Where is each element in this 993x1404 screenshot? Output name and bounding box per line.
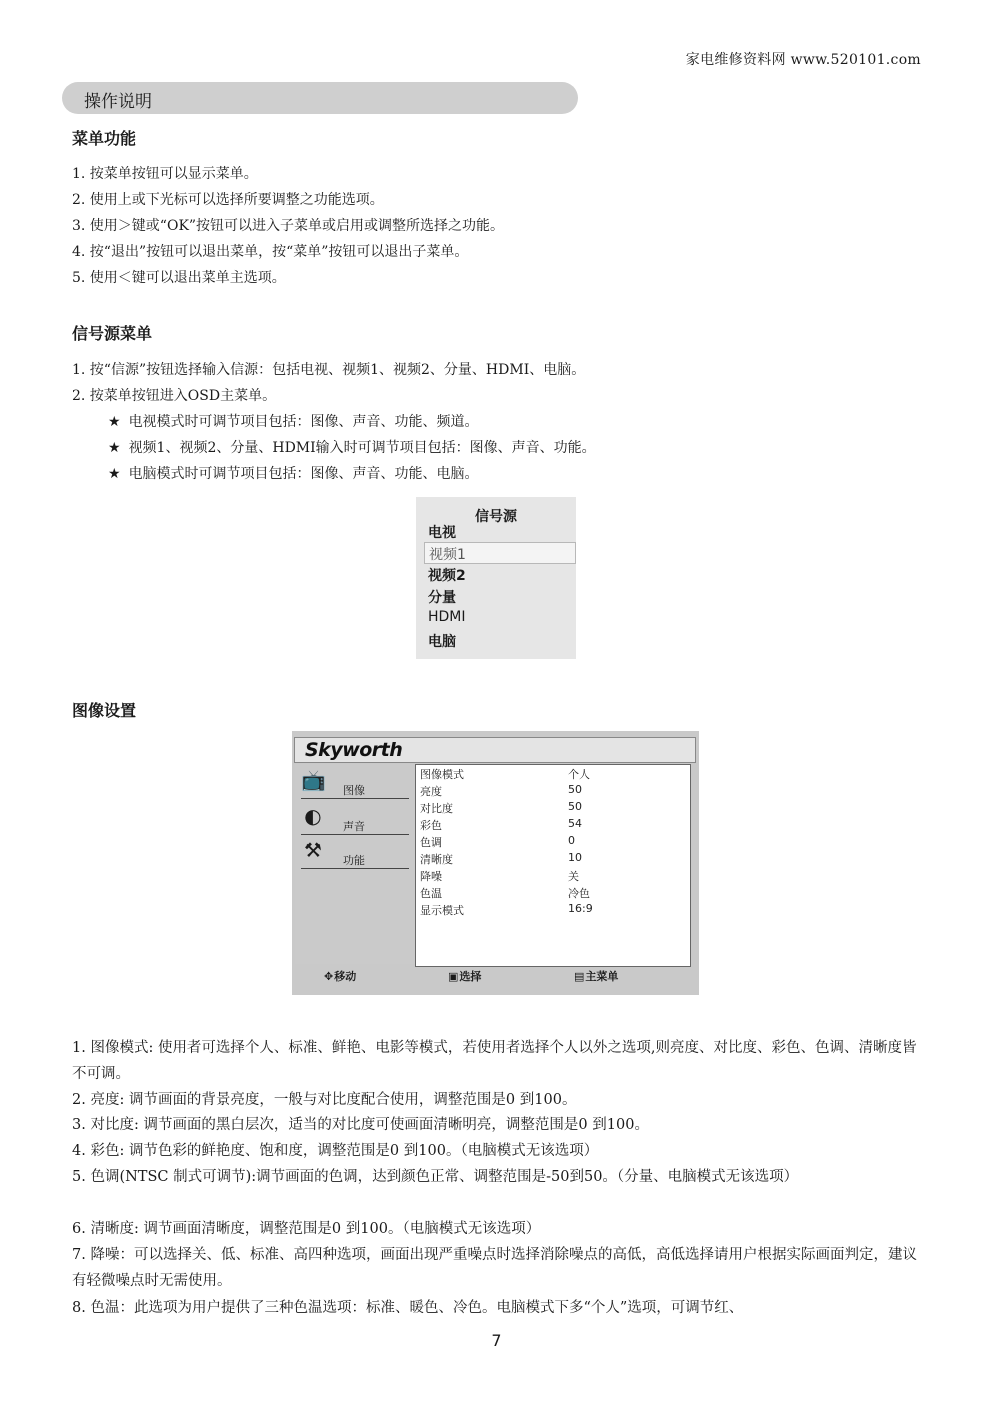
brand-logo: Skyworth [305,739,403,761]
menu-button-icon: ▤ [574,970,585,983]
source-option-pc[interactable]: 电脑 [428,634,456,650]
list-item: 3. 使用＞键或“OK”按钮可以进入子菜单或启用或调整所选择之功能。 [72,218,505,234]
osd-row-value: 个人 [568,768,590,781]
speaker-icon: ◐ [304,804,322,828]
star-item-text: 电视模式时可调节项目包括：图像、声音、功能、频道。 [128,414,479,430]
osd-title-bar [294,737,696,763]
paragraph: 6. 清晰度: 调节画面清晰度，调整范围是0 到100。（电脑模式无该选项） [72,1221,541,1237]
star-icon: ★ [108,466,121,482]
list-item: 2. 按菜单按钮进入OSD主菜单。 [72,388,277,404]
osd-nav-label: 功能 [343,854,365,867]
star-icon: ★ [108,414,121,430]
page-number: 7 [491,1331,502,1350]
osd-hint-select [448,968,481,984]
star-item [108,412,479,432]
osd-hint-label: 主菜单 [585,970,619,983]
picture-osd-screenshot [292,731,699,995]
section-band [62,82,578,114]
osd-row-label[interactable]: 色调 [420,836,442,849]
tools-icon: ⚒ [304,838,322,862]
list-item: 4. 按“退出”按钮可以退出菜单，按“菜单”按钮可以退出子菜单。 [72,244,469,260]
osd-hint-label: 移动 [334,970,357,983]
paragraph: 7. 降噪：可以选择关、低、标准、高四种选项，画面出现严重噪点时选择消除噪点的高低，高低选择请用户根据实际画面判定，建议有轻微噪点时无需使用。 [72,1247,917,1289]
osd-hint-label: 选择 [459,970,482,983]
paragraph: 1. 图像模式: 使用者可选择个人、标准、鲜艳、电影等模式，若使用者选择个人以外之选项,则亮度、对比度、彩色、色调、清晰度皆不可调。 [72,1040,917,1082]
source-menu-heading: 信号源菜单 [72,324,153,343]
star-item-text: 视频1、视频2、分量、HDMI输入时可调节项目包括：图像、声音、功能。 [128,440,596,456]
site-header: 家电维修资料网 www.520101.com [685,52,921,68]
source-option-component[interactable]: 分量 [428,590,456,606]
source-option-label: 视频1 [429,547,466,563]
dpad-icon: ✥ [324,970,334,983]
tv-icon: 📺 [301,768,326,792]
section-title: 操作说明 [84,92,152,112]
star-item [108,438,596,458]
list-item: 5. 使用＜键可以退出菜单主选项。 [72,270,286,286]
osd-nav-label: 图像 [343,784,365,797]
list-item: 1. 按“信源”按钮选择输入信源：包括电视、视频1、视频2、分量、HDMI、电脑。 [72,362,586,378]
osd-row-label[interactable]: 亮度 [420,785,442,798]
paragraph: 3. 对比度: 调节画面的黑白层次，适当的对比度可使画面清晰明亮，调整范围是0 到100。 [72,1117,649,1133]
ok-button-icon: ▣ [448,970,459,983]
osd-row-label[interactable]: 显示模式 [420,904,464,917]
paragraph: 4. 彩色: 调节色彩的鲜艳度、饱和度，调整范围是0 到100。（电脑模式无该选项） [72,1143,599,1159]
osd-hint-main-menu [574,968,618,984]
osd-row-value: 50 [568,800,582,813]
osd-sidebar [295,764,415,964]
source-menu-title: 信号源 [475,509,517,525]
osd-row-label[interactable]: 降噪 [420,870,442,883]
osd-row-value: 54 [568,817,582,830]
osd-row-value: 关 [568,870,579,883]
osd-row-value: 50 [568,783,582,796]
paragraph: 5. 色调(NTSC 制式可调节):调节画面的色调，达到颜色正常、调整范围是-50到50。（分量、电脑模式无该选项） [72,1169,799,1185]
source-option-video2[interactable]: 视频2 [428,568,466,584]
osd-row-label[interactable]: 图像模式 [420,768,464,781]
osd-row-label[interactable]: 彩色 [420,819,442,832]
osd-row-label[interactable]: 清晰度 [420,853,453,866]
star-item-text: 电脑模式时可调节项目包括：图像、声音、功能、电脑。 [128,466,479,482]
osd-row-label[interactable]: 对比度 [420,802,453,815]
star-icon: ★ [108,440,121,456]
paragraph: 2. 亮度: 调节画面的背景亮度，一般与对比度配合使用，调整范围是0 到100。 [72,1092,577,1108]
list-item: 2. 使用上或下光标可以选择所要调整之功能选项。 [72,192,384,208]
source-option-hdmi[interactable]: HDMI [428,609,466,625]
osd-row-label[interactable]: 色温 [420,887,442,900]
osd-settings-panel [415,764,691,967]
picture-settings-heading: 图像设置 [72,701,137,720]
star-item [108,464,479,484]
source-menu-screenshot [416,497,576,659]
osd-row-value: 10 [568,851,582,864]
osd-row-value: 16:9 [568,902,593,915]
osd-hint-move [324,968,356,984]
paragraph: 8. 色温：此选项为用户提供了三种色温选项：标准、暖色、冷色。电脑模式下多“个人”选项，可调节红、 [72,1300,744,1316]
list-item: 1. 按菜单按钮可以显示菜单。 [72,166,258,182]
menu-function-heading: 菜单功能 [72,129,137,148]
osd-row-value: 冷色 [568,887,590,900]
source-option-tv[interactable]: 电视 [428,525,456,541]
osd-nav-label: 声音 [343,820,365,833]
osd-row-value: 0 [568,834,575,847]
source-option-video1-selected[interactable] [424,542,576,564]
